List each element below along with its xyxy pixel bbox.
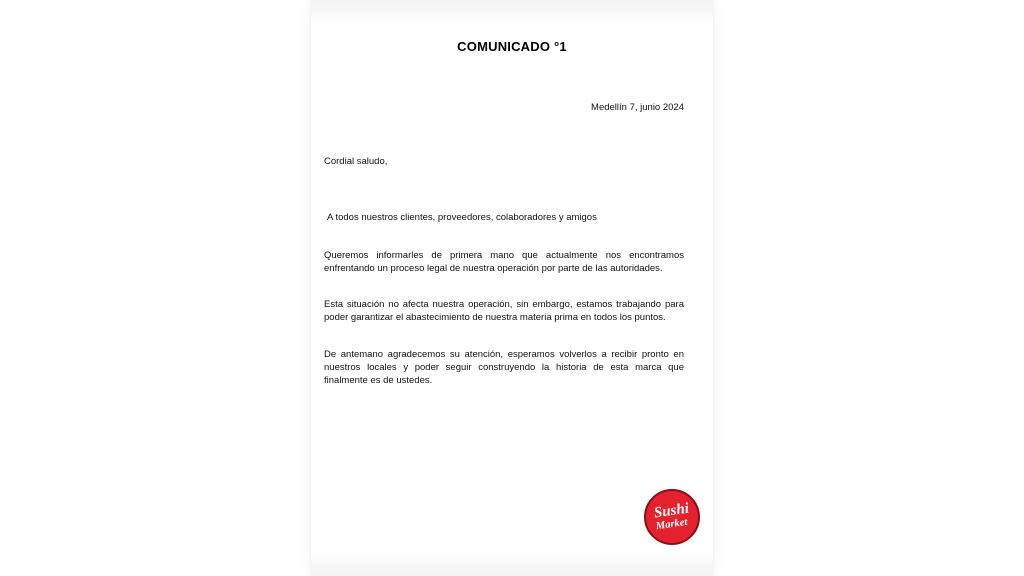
document-title: COMUNICADO °1 (457, 39, 567, 54)
greeting: Cordial saludo, (324, 156, 388, 167)
document-date: Medellín 7, junio 2024 (591, 102, 684, 113)
paragraph-thanks: De antemano agradecemos su atención, esperamos volverlos a recibir pronto en nuestros locales y poder seguir construyendo la historia de esta marca que finalmente es de ustedes. (324, 349, 684, 386)
logo-text-sushi: Sushi (652, 500, 690, 522)
audience-line: A todos nuestros clientes, proveedores, colaboradores y amigos (327, 212, 597, 223)
logo-text-market: Market (655, 516, 689, 533)
paragraph-legal-process: Queremos informarles de primera mano que actualmente nos encontramos enfrentando un proceso legal de nuestra operación por parte de las autoridades. (324, 250, 684, 274)
paragraph-operation-status: Esta situación no afecta nuestra operación, sin embargo, estamos trabajando para poder garantizar el abastecimiento de nuestra materia prima en todos los puntos. (324, 299, 684, 323)
sushi-market-logo (644, 489, 700, 545)
logo-wordmark (646, 491, 698, 543)
letter-page (311, 0, 713, 576)
